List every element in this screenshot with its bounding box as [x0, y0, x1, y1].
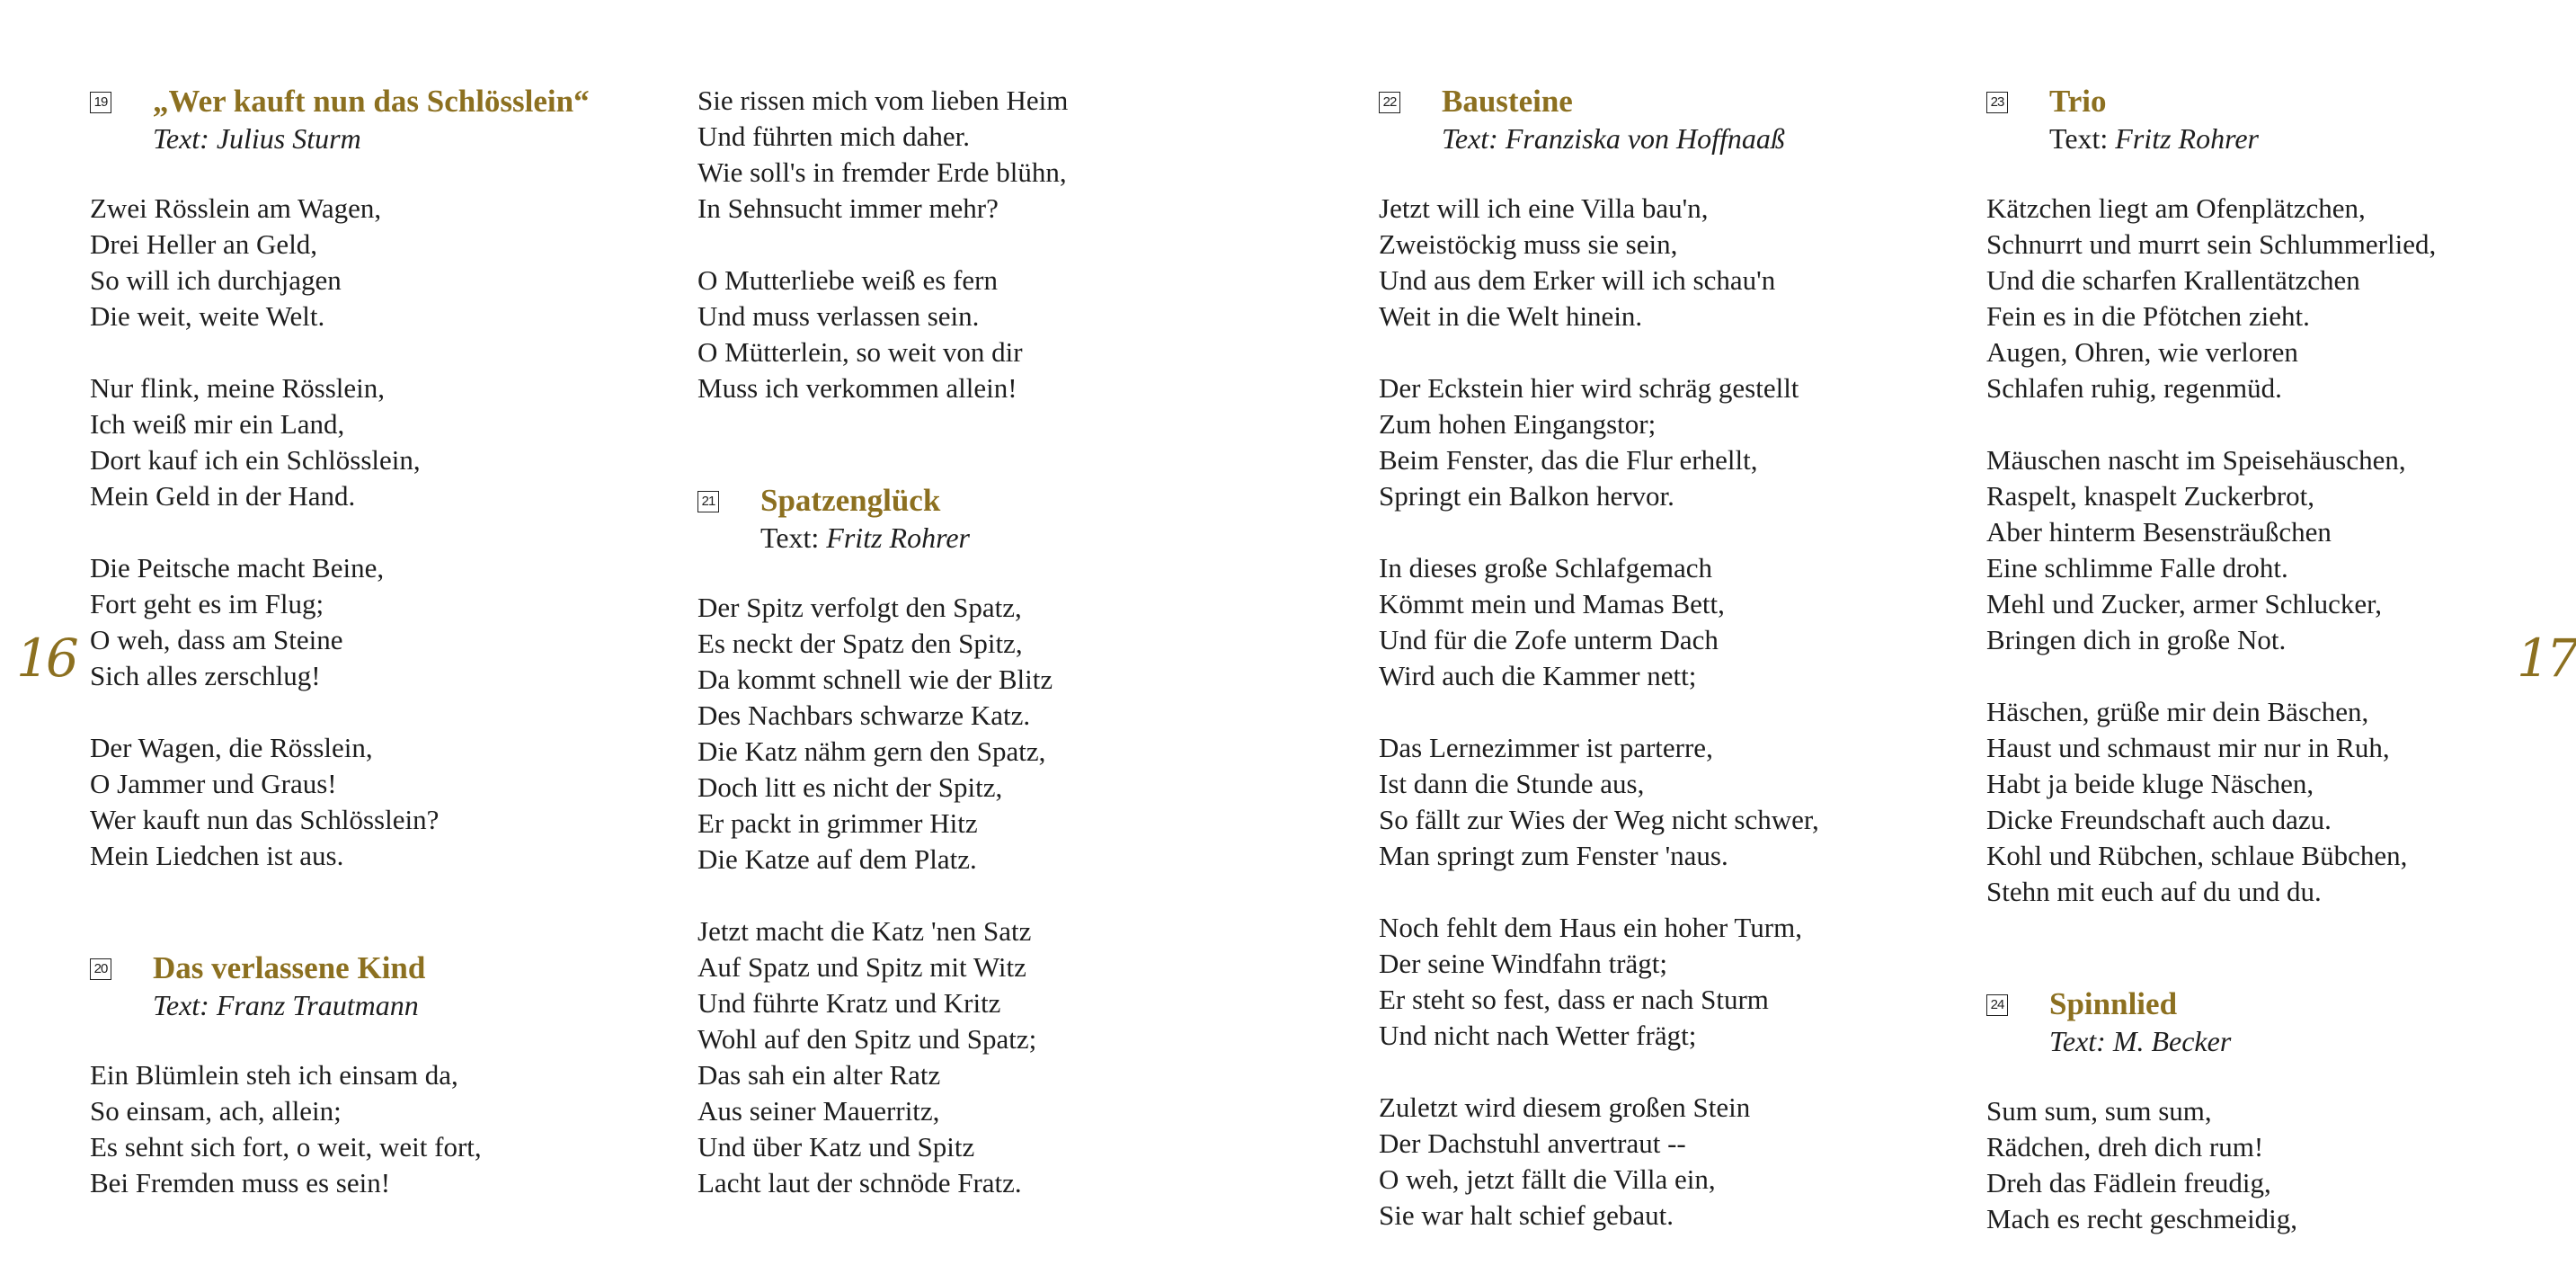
- song-heading: [1986, 83, 2562, 156]
- song-heading: [1986, 985, 2562, 1059]
- verse-line: Stehn mit euch auf du und du.: [1986, 876, 2322, 907]
- author-name: Julius Sturm: [216, 122, 361, 155]
- verse-line: Mäuschen nascht im Speisehäuschen,: [1986, 444, 2406, 476]
- verse-line: So fällt zur Wies der Weg nicht schwer,: [1379, 804, 1819, 835]
- verse-line: Weit in die Welt hinein.: [1379, 300, 1643, 332]
- stanza: [697, 83, 1273, 227]
- verse-line: Zuletzt wird diesem großen Stein: [1379, 1091, 1751, 1123]
- verse-line: Kömmt mein und Mamas Bett,: [1379, 588, 1725, 619]
- verse-line: Man springt zum Fenster 'naus.: [1379, 840, 1728, 871]
- song: [697, 83, 1273, 406]
- stanza: [697, 263, 1273, 406]
- verse-line: Und über Katz und Spitz: [697, 1131, 975, 1163]
- song: [1986, 83, 2562, 910]
- song-number: 20: [90, 958, 111, 980]
- author-name: Franz Trautmann: [216, 989, 419, 1021]
- verse-line: Ist dann die Stunde aus,: [1379, 768, 1645, 799]
- verse-line: Springt ein Balkon hervor.: [1379, 480, 1674, 512]
- verse-line: Und die scharfen Krallentätzchen: [1986, 264, 2360, 296]
- stanza: [1986, 191, 2562, 406]
- page-number-left: 16: [16, 628, 76, 689]
- verse-line: Fein es in die Pfötchen zieht.: [1986, 300, 2310, 332]
- verse-line: O Mütterlein, so weit von dir: [697, 336, 1023, 368]
- verse-line: Die Peitsche macht Beine,: [90, 552, 385, 584]
- stanza: [1379, 910, 1954, 1054]
- verse-line: Häschen, grüße mir dein Bäschen,: [1986, 696, 2369, 727]
- verse-line: Augen, Ohren, wie verloren: [1986, 336, 2298, 368]
- song-author: [2049, 120, 2562, 156]
- song: [697, 482, 1273, 1201]
- verse-line: Aus seiner Mauerritz,: [697, 1095, 940, 1127]
- stanza: [1986, 442, 2562, 658]
- verse-line: Lacht laut der schnöde Fratz.: [697, 1167, 1022, 1198]
- verse-line: Die Katze auf dem Platz.: [697, 843, 977, 875]
- verse-line: Das sah ein alter Ratz: [697, 1059, 941, 1091]
- verse-line: Drei Heller an Geld,: [90, 228, 318, 260]
- verse-line: In Sehnsucht immer mehr?: [697, 192, 999, 224]
- verse-line: Und führten mich daher.: [697, 120, 971, 152]
- verse-line: Rädchen, dreh dich rum!: [1986, 1131, 2264, 1163]
- verse-line: Bringen dich in große Not.: [1986, 624, 2287, 655]
- song-author: [2049, 1023, 2562, 1059]
- verse-line: O weh, dass am Steine: [90, 624, 343, 655]
- song-heading: [1379, 83, 1954, 156]
- song-spacer: [697, 442, 1273, 482]
- verse-line: Sich alles zerschlug!: [90, 660, 321, 691]
- verse-line: Der seine Windfahn trägt;: [1379, 948, 1667, 979]
- verse-line: Es sehnt sich fort, o weit, weit fort,: [90, 1131, 482, 1163]
- verse-line: Der Spitz verfolgt den Spatz,: [697, 592, 1022, 623]
- author-label: Text:: [153, 989, 209, 1021]
- song-heading: [697, 482, 1273, 556]
- verse-line: Zweistöckig muss sie sein,: [1379, 228, 1678, 260]
- verse-line: Bei Fremden muss es sein!: [90, 1167, 391, 1198]
- verse-line: Und für die Zofe unterm Dach: [1379, 624, 1719, 655]
- verse-line: Beim Fenster, das die Flur erhellt,: [1379, 444, 1758, 476]
- verse-line: Und führte Kratz und Kritz: [697, 987, 1001, 1019]
- author-label: Text:: [153, 122, 209, 155]
- song-number: 19: [90, 92, 111, 113]
- verse-line: In dieses große Schlafgemach: [1379, 552, 1713, 584]
- author-name: M. Becker: [2112, 1025, 2232, 1057]
- verse-line: Und nicht nach Wetter frägt;: [1379, 1020, 1697, 1051]
- column-2: [697, 83, 1273, 1237]
- verse-line: Mach es recht geschmeidig,: [1986, 1203, 2298, 1234]
- stanza: [1379, 191, 1954, 334]
- verse-line: Das Lernezimmer ist parterre,: [1379, 732, 1713, 763]
- page-number-right: 17: [2517, 628, 2576, 689]
- column-3: [1379, 83, 1954, 1270]
- verse-line: Wohl auf den Spitz und Spatz;: [697, 1023, 1037, 1055]
- stanza: [1379, 550, 1954, 694]
- verse-line: Auf Spatz und Spitz mit Witz: [697, 951, 1026, 983]
- stanza: [1379, 730, 1954, 874]
- song-heading: [90, 83, 665, 156]
- verse-line: Die Katz nähm gern den Spatz,: [697, 735, 1046, 767]
- verse-line: Habt ja beide kluge Näschen,: [1986, 768, 2314, 799]
- song-author: [760, 520, 1273, 556]
- song-title: Spatzenglück: [760, 483, 941, 518]
- verse-line: Raspelt, knaspelt Zuckerbrot,: [1986, 480, 2315, 512]
- verse-line: Des Nachbars schwarze Katz.: [697, 699, 1031, 731]
- verse-line: Sie war halt schief gebaut.: [1379, 1199, 1674, 1231]
- verse-line: Wer kauft nun das Schlösslein?: [90, 804, 440, 835]
- song-number: 21: [697, 491, 719, 512]
- verse-line: Sum sum, sum sum,: [1986, 1095, 2212, 1127]
- author-label: Text:: [1442, 122, 1498, 155]
- song-title: Das verlassene Kind: [153, 950, 426, 985]
- verse-line: Jetzt macht die Katz 'nen Satz: [697, 915, 1032, 947]
- song-number: 22: [1379, 92, 1400, 113]
- verse-line: Die weit, weite Welt.: [90, 300, 325, 332]
- verse-line: So will ich durchjagen: [90, 264, 342, 296]
- verse-line: Mehl und Zucker, armer Schlucker,: [1986, 588, 2382, 619]
- verse-line: Nur flink, meine Rösslein,: [90, 372, 386, 404]
- song-number: 24: [1986, 994, 2008, 1016]
- verse-line: Muss ich verkommen allein!: [697, 372, 1017, 404]
- verse-line: Der Eckstein hier wird schräg gestellt: [1379, 372, 1799, 404]
- verse-line: Jetzt will ich eine Villa bau'n,: [1379, 192, 1709, 224]
- song: [90, 83, 665, 874]
- song-author: [1442, 120, 1954, 156]
- verse-line: Da kommt schnell wie der Blitz: [697, 664, 1053, 695]
- verse-line: Noch fehlt dem Haus ein hoher Turm,: [1379, 912, 1802, 943]
- verse-line: Doch litt es nicht der Spitz,: [697, 771, 1003, 803]
- song-number: 23: [1986, 92, 2008, 113]
- stanza: [697, 913, 1273, 1201]
- verse-line: Wie soll's in fremder Erde blühn,: [697, 156, 1067, 188]
- verse-line: Der Dachstuhl anvertraut --: [1379, 1127, 1686, 1159]
- author-label: Text:: [760, 521, 820, 554]
- song-title: Trio: [2049, 84, 2107, 119]
- verse-line: Dort kauf ich ein Schlösslein,: [90, 444, 421, 476]
- verse-line: Aber hinterm Besensträußchen: [1986, 516, 2332, 548]
- verse-line: Zwei Rösslein am Wagen,: [90, 192, 382, 224]
- stanza: [1986, 694, 2562, 910]
- verse-line: Schnurrt und murrt sein Schlummerlied,: [1986, 228, 2437, 260]
- song: [90, 949, 665, 1201]
- song-heading: [90, 949, 665, 1023]
- verse-line: Wird auch die Kammer nett;: [1379, 660, 1697, 691]
- verse-line: Und muss verlassen sein.: [697, 300, 980, 332]
- song-author: [153, 987, 665, 1023]
- stanza: [90, 1057, 665, 1201]
- song-spacer: [1986, 946, 2562, 985]
- song-author: [153, 120, 665, 156]
- author-name: Franziska von Hoffnaaß: [1505, 122, 1785, 155]
- verse-line: Kätzchen liegt am Ofenplätzchen,: [1986, 192, 2366, 224]
- verse-line: Zum hohen Eingangstor;: [1379, 408, 1657, 440]
- author-label: Text:: [2049, 122, 2109, 155]
- verse-line: So einsam, ach, allein;: [90, 1095, 342, 1127]
- verse-line: Er steht so fest, dass er nach Sturm: [1379, 984, 1769, 1015]
- verse-line: Ein Blümlein steh ich einsam da,: [90, 1059, 458, 1091]
- verse-line: O weh, jetzt fällt die Villa ein,: [1379, 1163, 1716, 1195]
- author-name: Fritz Rohrer: [826, 521, 970, 554]
- song-title: „Wer kauft nun das Schlösslein“: [153, 84, 590, 119]
- verse-line: Fort geht es im Flug;: [90, 588, 324, 619]
- stanza: [697, 590, 1273, 878]
- stanza: [90, 191, 665, 334]
- stanza: [90, 730, 665, 874]
- column-1: [90, 83, 665, 1237]
- verse-line: Mein Geld in der Hand.: [90, 480, 356, 512]
- verse-line: Der Wagen, die Rösslein,: [90, 732, 373, 763]
- author-name: Fritz Rohrer: [2115, 122, 2259, 155]
- verse-line: Es neckt der Spatz den Spitz,: [697, 628, 1023, 659]
- stanza: [1379, 370, 1954, 514]
- song-title: Bausteine: [1442, 84, 1573, 119]
- verse-line: Dreh das Fädlein freudig,: [1986, 1167, 2271, 1198]
- verse-line: Mein Liedchen ist aus.: [90, 840, 344, 871]
- verse-line: Und aus dem Erker will ich schau'n: [1379, 264, 1776, 296]
- stanza: [1986, 1093, 2562, 1237]
- verse-line: Er packt in grimmer Hitz: [697, 807, 978, 839]
- column-4: [1986, 83, 2562, 1273]
- verse-line: Eine schlimme Falle droht.: [1986, 552, 2288, 584]
- verse-line: Kohl und Rübchen, schlaue Bübchen,: [1986, 840, 2408, 871]
- stanza: [90, 550, 665, 694]
- verse-line: Schlafen ruhig, regenmüd.: [1986, 372, 2282, 404]
- song-title: Spinnlied: [2049, 986, 2178, 1021]
- stanza: [90, 370, 665, 514]
- verse-line: O Mutterliebe weiß es fern: [697, 264, 998, 296]
- verse-line: O Jammer und Graus!: [90, 768, 337, 799]
- song-spacer: [90, 910, 665, 949]
- verse-line: Sie rissen mich vom lieben Heim: [697, 85, 1069, 116]
- song: [1986, 985, 2562, 1237]
- author-label: Text:: [2049, 1025, 2106, 1057]
- verse-line: Ich weiß mir ein Land,: [90, 408, 345, 440]
- stanza: [1379, 1090, 1954, 1234]
- song: [1379, 83, 1954, 1234]
- verse-line: Dicke Freundschaft auch dazu.: [1986, 804, 2332, 835]
- verse-line: Haust und schmaust mir nur in Ruh,: [1986, 732, 2390, 763]
